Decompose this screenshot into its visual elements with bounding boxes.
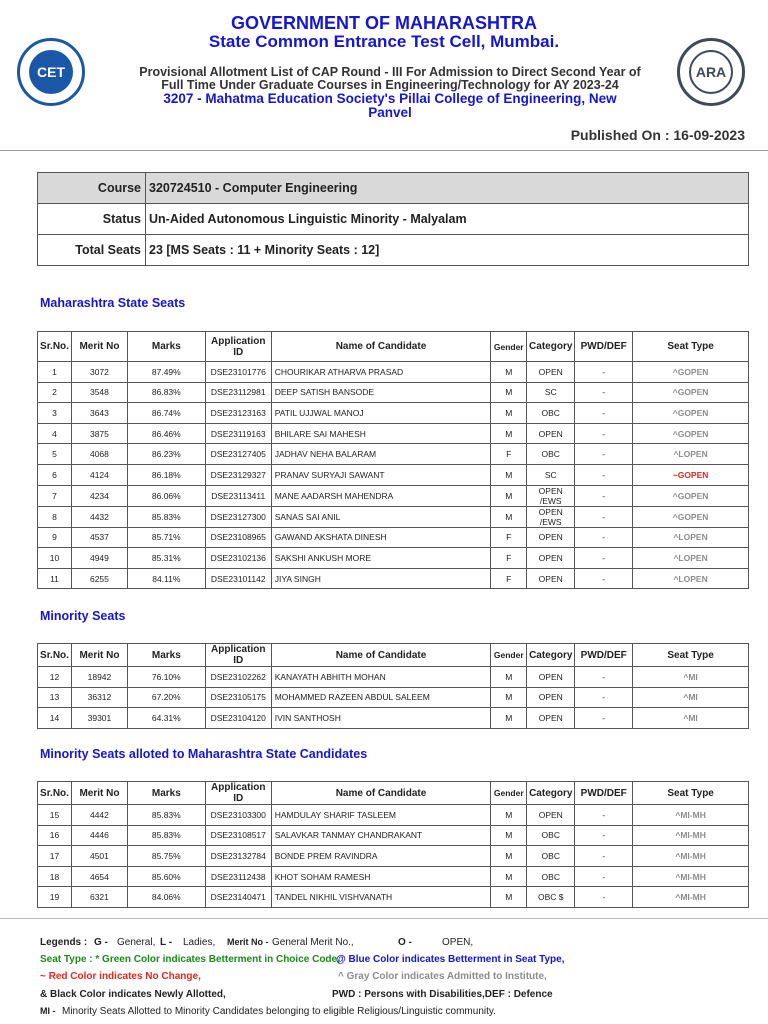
category-cell: SC (527, 464, 575, 485)
sr-no-cell: 10 (38, 548, 72, 569)
sr-no-cell: 12 (38, 667, 72, 688)
candidate-name-cell: SAKSHI ANKUSH MORE (271, 548, 491, 569)
merit-no-cell: 3548 (71, 382, 127, 403)
legend-green: Seat Type : * Green Color indicates Betterment in Choice Code, (40, 954, 340, 966)
seat-type-cell: ^MI-MH (633, 866, 749, 887)
table-row (38, 687, 749, 708)
gender-header: Gender (491, 782, 527, 805)
merit-no-cell: 4124 (71, 464, 127, 485)
course-info-table (37, 172, 749, 266)
category-cell: OPEN (527, 527, 575, 548)
sr-no-cell: 7 (38, 485, 72, 506)
pwd-def-header: PWD/DEF (575, 332, 633, 362)
sr-no-cell: 9 (38, 527, 72, 548)
institute-line-1: 3207 - Mahatma Education Society's Pillai College of Engineering, New (163, 91, 617, 106)
table-row (38, 506, 749, 527)
legend-l-key: L - (160, 937, 173, 948)
application-id-cell: DSE23103300 (205, 805, 271, 826)
application-id-cell: DSE23102136 (205, 548, 271, 569)
seat-type-cell: ^GOPEN (633, 423, 749, 444)
merit-no-cell: 4234 (71, 485, 127, 506)
legend-pwd: PWD : Persons with Disabilities,DEF : Defence (332, 988, 553, 1000)
candidate-name-cell: KHOT SOHAM RAMESH (271, 866, 491, 887)
gender-cell: M (491, 382, 527, 403)
marks-cell: 86.74% (127, 403, 205, 424)
category-cell: OBC $ (527, 887, 575, 908)
legend-row-2 (40, 951, 740, 968)
table-row (38, 444, 749, 465)
table-row (38, 805, 749, 826)
table-row (38, 708, 749, 729)
institute-title (110, 92, 670, 120)
table-row (38, 825, 749, 846)
application-id-header: Application ID (205, 644, 271, 667)
merit-no-header: Merit No (71, 782, 127, 805)
pwd-def-cell: - (575, 568, 633, 589)
marks-cell: 85.71% (127, 527, 205, 548)
application-id-cell: DSE23140471 (205, 887, 271, 908)
merit-no-cell: 3875 (71, 423, 127, 444)
ms-seats-table (37, 331, 749, 589)
sr-no-cell: 13 (38, 687, 72, 708)
total-seats-value: 23 [MS Seats : 11 + Minority Seats : 12] (146, 235, 749, 266)
marks-cell: 86.18% (127, 464, 205, 485)
candidate-name-cell: PATIL UJJWAL MANOJ (271, 403, 491, 424)
seat-type-header: Seat Type (633, 782, 749, 805)
application-id-cell: DSE23104120 (205, 708, 271, 729)
pwd-def-cell: - (575, 403, 633, 424)
published-date: Published On : 16-09-2023 (570, 127, 745, 143)
pwd-def-cell: - (575, 846, 633, 867)
candidate-name-cell: JIYA SINGH (271, 568, 491, 589)
marks-cell: 85.83% (127, 805, 205, 826)
seat-type-cell: ~GOPEN (633, 464, 749, 485)
gender-cell: F (491, 548, 527, 569)
seat-type-cell: ^MI-MH (633, 825, 749, 846)
pwd-def-cell: - (575, 464, 633, 485)
sr-no-cell: 18 (38, 866, 72, 887)
table-row (38, 464, 749, 485)
sr-no-cell: 3 (38, 403, 72, 424)
sr-no-cell: 8 (38, 506, 72, 527)
candidate-name-cell: IVIN SANTHOSH (271, 708, 491, 729)
minority-seats-table (37, 643, 749, 729)
candidate-name-cell: PRANAV SURYAJI SAWANT (271, 464, 491, 485)
legend-o-key: O - (398, 937, 412, 948)
gender-header: Gender (491, 644, 527, 667)
seat-type-cell: ^MI (633, 708, 749, 729)
marks-header: Marks (127, 644, 205, 667)
marks-cell: 84.11% (127, 568, 205, 589)
gender-cell: F (491, 527, 527, 548)
pwd-def-cell: - (575, 687, 633, 708)
category-cell: OPEN /EWS (527, 485, 575, 506)
merit-no-cell: 4446 (71, 825, 127, 846)
pwd-def-cell: - (575, 708, 633, 729)
category-cell: OBC (527, 846, 575, 867)
sr-no-cell: 4 (38, 423, 72, 444)
table-row (38, 362, 749, 383)
provisional-title (110, 66, 670, 92)
pwd-def-cell: - (575, 825, 633, 846)
legend-row-4 (40, 986, 740, 1003)
marks-cell: 85.31% (127, 548, 205, 569)
seat-type-header: Seat Type (633, 644, 749, 667)
category-cell: OPEN (527, 362, 575, 383)
marks-cell: 85.83% (127, 825, 205, 846)
status-value: Un-Aided Autonomous Linguistic Minority - Malyalam (146, 204, 749, 235)
table-row (38, 568, 749, 589)
table-row (38, 423, 749, 444)
marks-header: Marks (127, 332, 205, 362)
marks-cell: 86.23% (127, 444, 205, 465)
gender-cell: M (491, 866, 527, 887)
gender-cell: M (491, 464, 527, 485)
sr-no-header: Sr.No. (38, 782, 72, 805)
merit-no-header: Merit No (71, 644, 127, 667)
merit-no-cell: 6255 (71, 568, 127, 589)
category-header: Category (527, 782, 575, 805)
pwd-def-cell: - (575, 805, 633, 826)
candidate-name-cell: HAMDULAY SHARIF TASLEEM (271, 805, 491, 826)
course-row (38, 173, 749, 204)
pwd-def-cell: - (575, 667, 633, 688)
application-id-cell: DSE23132784 (205, 846, 271, 867)
table-header-row (38, 332, 749, 362)
gender-cell: M (491, 423, 527, 444)
candidate-name-cell: KANAYATH ABHITH MOHAN (271, 667, 491, 688)
table-row (38, 382, 749, 403)
minority-mh-seats-table (37, 781, 749, 908)
candidate-name-cell: BONDE PREM RAVINDRA (271, 846, 491, 867)
legend-gray: ^ Gray Color indicates Admitted to Institute, (338, 971, 547, 983)
pwd-def-cell: - (575, 887, 633, 908)
sr-no-header: Sr.No. (38, 332, 72, 362)
seat-type-header: Seat Type (633, 332, 749, 362)
course-value: 320724510 - Computer Engineering (146, 173, 749, 204)
seat-type-cell: ^MI-MH (633, 846, 749, 867)
gender-cell: F (491, 444, 527, 465)
category-cell: OPEN (527, 423, 575, 444)
legends-label: Legends : (40, 937, 88, 948)
sr-no-cell: 16 (38, 825, 72, 846)
merit-no-cell: 4432 (71, 506, 127, 527)
application-id-cell: DSE23129327 (205, 464, 271, 485)
table-row (38, 866, 749, 887)
ara-seal-text: ARA (689, 50, 733, 94)
gender-cell: M (491, 846, 527, 867)
candidate-name-cell: GAWAND AKSHATA DINESH (271, 527, 491, 548)
marks-header: Marks (127, 782, 205, 805)
gender-cell: F (491, 568, 527, 589)
marks-cell: 76.10% (127, 667, 205, 688)
merit-no-cell: 4501 (71, 846, 127, 867)
marks-cell: 86.46% (127, 423, 205, 444)
application-id-cell: DSE23102262 (205, 667, 271, 688)
category-cell: OBC (527, 866, 575, 887)
gender-header: Gender (491, 332, 527, 362)
merit-no-cell: 39301 (71, 708, 127, 729)
legend-row-5 (40, 1003, 740, 1020)
gov-title: GOVERNMENT OF MAHARASHTRA (231, 13, 537, 33)
candidate-name-cell: SANAS SAI ANIL (271, 506, 491, 527)
seat-type-cell: ^MI-MH (633, 805, 749, 826)
gender-cell: M (491, 362, 527, 383)
merit-no-cell: 4949 (71, 548, 127, 569)
pwd-def-cell: - (575, 485, 633, 506)
application-id-cell: DSE23119163 (205, 423, 271, 444)
candidate-name-cell: TANDEL NIKHIL VISHVANATH (271, 887, 491, 908)
legend-g-key: G - (94, 937, 108, 948)
marks-cell: 84.06% (127, 887, 205, 908)
marks-cell: 85.83% (127, 506, 205, 527)
course-label: Course (38, 173, 146, 204)
category-cell: OPEN (527, 805, 575, 826)
sr-no-cell: 11 (38, 568, 72, 589)
legend-l-val: Ladies, (183, 937, 216, 948)
name-header: Name of Candidate (271, 782, 491, 805)
merit-no-cell: 4654 (71, 866, 127, 887)
category-cell: OBC (527, 403, 575, 424)
provisional-line-2: Full Time Under Graduate Courses in Engineering/Technology for AY 2023-24 (161, 78, 619, 92)
section-title-minority: Minority Seats (40, 609, 126, 623)
legend-black: & Black Color indicates Newly Allotted, (40, 988, 226, 1000)
table-row (38, 887, 749, 908)
marks-cell: 86.06% (127, 485, 205, 506)
pwd-def-cell: - (575, 382, 633, 403)
pwd-def-cell: - (575, 548, 633, 569)
provisional-line-1: Provisional Allotment List of CAP Round - III For Admission to Direct Second Year of (139, 65, 641, 79)
footer-divider (0, 918, 768, 919)
category-cell: OPEN (527, 687, 575, 708)
table-row (38, 846, 749, 867)
marks-cell: 85.75% (127, 846, 205, 867)
marks-cell: 64.31% (127, 708, 205, 729)
application-id-cell: DSE23108517 (205, 825, 271, 846)
seat-type-cell: ^MI-MH (633, 887, 749, 908)
legend-row-3 (40, 968, 740, 985)
seat-type-cell: ^GOPEN (633, 506, 749, 527)
gender-cell: M (491, 667, 527, 688)
cet-seal-text: CET (29, 50, 73, 94)
sr-no-cell: 6 (38, 464, 72, 485)
application-id-header: Application ID (205, 782, 271, 805)
candidate-name-cell: BHILARE SAI MAHESH (271, 423, 491, 444)
category-cell: OPEN /EWS (527, 506, 575, 527)
merit-no-header: Merit No (71, 332, 127, 362)
gender-cell: M (491, 887, 527, 908)
legend (40, 934, 740, 1020)
gender-cell: M (491, 687, 527, 708)
marks-cell: 86.83% (127, 382, 205, 403)
total-seats-label: Total Seats (38, 235, 146, 266)
application-id-cell: DSE23105175 (205, 687, 271, 708)
merit-no-cell: 18942 (71, 667, 127, 688)
legend-g-val: General, (117, 937, 156, 948)
candidate-name-cell: MANE AADARSH MAHENDRA (271, 485, 491, 506)
legend-merit-key: Merit No - (227, 937, 269, 947)
status-row (38, 204, 749, 235)
candidate-name-cell: JADHAV NEHA BALARAM (271, 444, 491, 465)
sr-no-cell: 1 (38, 362, 72, 383)
category-cell: OBC (527, 444, 575, 465)
gender-cell: M (491, 506, 527, 527)
category-cell: SC (527, 382, 575, 403)
status-label: Status (38, 204, 146, 235)
section-title-ms: Maharashtra State Seats (40, 296, 186, 310)
name-header: Name of Candidate (271, 332, 491, 362)
table-row (38, 485, 749, 506)
legend-red: ~ Red Color indicates No Change, (40, 971, 201, 983)
seat-type-cell: ^LOPEN (633, 527, 749, 548)
merit-no-cell: 6321 (71, 887, 127, 908)
gender-cell: M (491, 403, 527, 424)
category-cell: OPEN (527, 548, 575, 569)
legend-mi-key: MI - (40, 1005, 56, 1016)
cell-title: State Common Entrance Test Cell, Mumbai. (208, 32, 560, 51)
seat-type-cell: ^MI (633, 687, 749, 708)
category-cell: OPEN (527, 667, 575, 688)
seat-type-cell: ^LOPEN (633, 568, 749, 589)
sr-no-cell: 17 (38, 846, 72, 867)
category-header: Category (527, 644, 575, 667)
seat-type-cell: ^MI (633, 667, 749, 688)
seat-type-cell: ^GOPEN (633, 403, 749, 424)
merit-no-cell: 3072 (71, 362, 127, 383)
category-cell: OPEN (527, 568, 575, 589)
application-id-cell: DSE23127300 (205, 506, 271, 527)
pwd-def-cell: - (575, 866, 633, 887)
seat-type-cell: ^GOPEN (633, 485, 749, 506)
merit-no-cell: 36312 (71, 687, 127, 708)
application-id-cell: DSE23108965 (205, 527, 271, 548)
seat-type-cell: ^LOPEN (633, 548, 749, 569)
pwd-def-header: PWD/DEF (575, 644, 633, 667)
marks-cell: 67.20% (127, 687, 205, 708)
table-row (38, 667, 749, 688)
pwd-def-header: PWD/DEF (575, 782, 633, 805)
table-row (38, 403, 749, 424)
application-id-cell: DSE23123163 (205, 403, 271, 424)
pwd-def-cell: - (575, 423, 633, 444)
sr-no-cell: 19 (38, 887, 72, 908)
pwd-def-cell: - (575, 444, 633, 465)
gender-cell: M (491, 825, 527, 846)
gender-cell: M (491, 485, 527, 506)
sr-no-cell: 5 (38, 444, 72, 465)
candidate-name-cell: DEEP SATISH BANSODE (271, 382, 491, 403)
legend-blue: @ Blue Color indicates Betterment in Seat Type, (336, 954, 565, 966)
legend-mi-text: Minority Seats Allotted to Minority Candidates belonging to eligible Religious/Linguistic community. (62, 1005, 496, 1017)
application-id-cell: DSE23112981 (205, 382, 271, 403)
table-row (38, 548, 749, 569)
gender-cell: M (491, 708, 527, 729)
sr-no-cell: 14 (38, 708, 72, 729)
merit-no-cell: 4068 (71, 444, 127, 465)
gender-cell: M (491, 805, 527, 826)
total-seats-row (38, 235, 749, 266)
seat-type-cell: ^GOPEN (633, 382, 749, 403)
legend-merit-val: General Merit No., (272, 937, 354, 948)
institute-line-2: Panvel (368, 105, 412, 120)
sr-no-header: Sr.No. (38, 644, 72, 667)
table-header-row (38, 782, 749, 805)
marks-cell: 85.60% (127, 866, 205, 887)
legend-o-val: OPEN, (442, 937, 474, 948)
seat-type-cell: ^GOPEN (633, 362, 749, 383)
sr-no-cell: 2 (38, 382, 72, 403)
table-header-row (38, 644, 749, 667)
merit-no-cell: 4537 (71, 527, 127, 548)
seat-type-cell: ^LOPEN (633, 444, 749, 465)
sr-no-cell: 15 (38, 805, 72, 826)
table-row (38, 527, 749, 548)
legend-row-1 (40, 934, 740, 951)
pwd-def-cell: - (575, 362, 633, 383)
application-id-cell: DSE23113411 (205, 485, 271, 506)
application-id-cell: DSE23101776 (205, 362, 271, 383)
merit-no-cell: 4442 (71, 805, 127, 826)
header-divider (0, 150, 768, 151)
candidate-name-cell: SALAVKAR TANMAY CHANDRAKANT (271, 825, 491, 846)
pwd-def-cell: - (575, 506, 633, 527)
candidate-name-cell: CHOURIKAR ATHARVA PRASAD (271, 362, 491, 383)
pwd-def-cell: - (575, 527, 633, 548)
category-cell: OBC (527, 825, 575, 846)
candidate-name-cell: MOHAMMED RAZEEN ABDUL SALEEM (271, 687, 491, 708)
name-header: Name of Candidate (271, 644, 491, 667)
category-cell: OPEN (527, 708, 575, 729)
category-header: Category (527, 332, 575, 362)
application-id-header: Application ID (205, 332, 271, 362)
section-title-minority-mh: Minority Seats alloted to Maharashtra State Candidates (40, 747, 368, 761)
marks-cell: 87.49% (127, 362, 205, 383)
application-id-cell: DSE23101142 (205, 568, 271, 589)
application-id-cell: DSE23127405 (205, 444, 271, 465)
application-id-cell: DSE23112438 (205, 866, 271, 887)
merit-no-cell: 3643 (71, 403, 127, 424)
